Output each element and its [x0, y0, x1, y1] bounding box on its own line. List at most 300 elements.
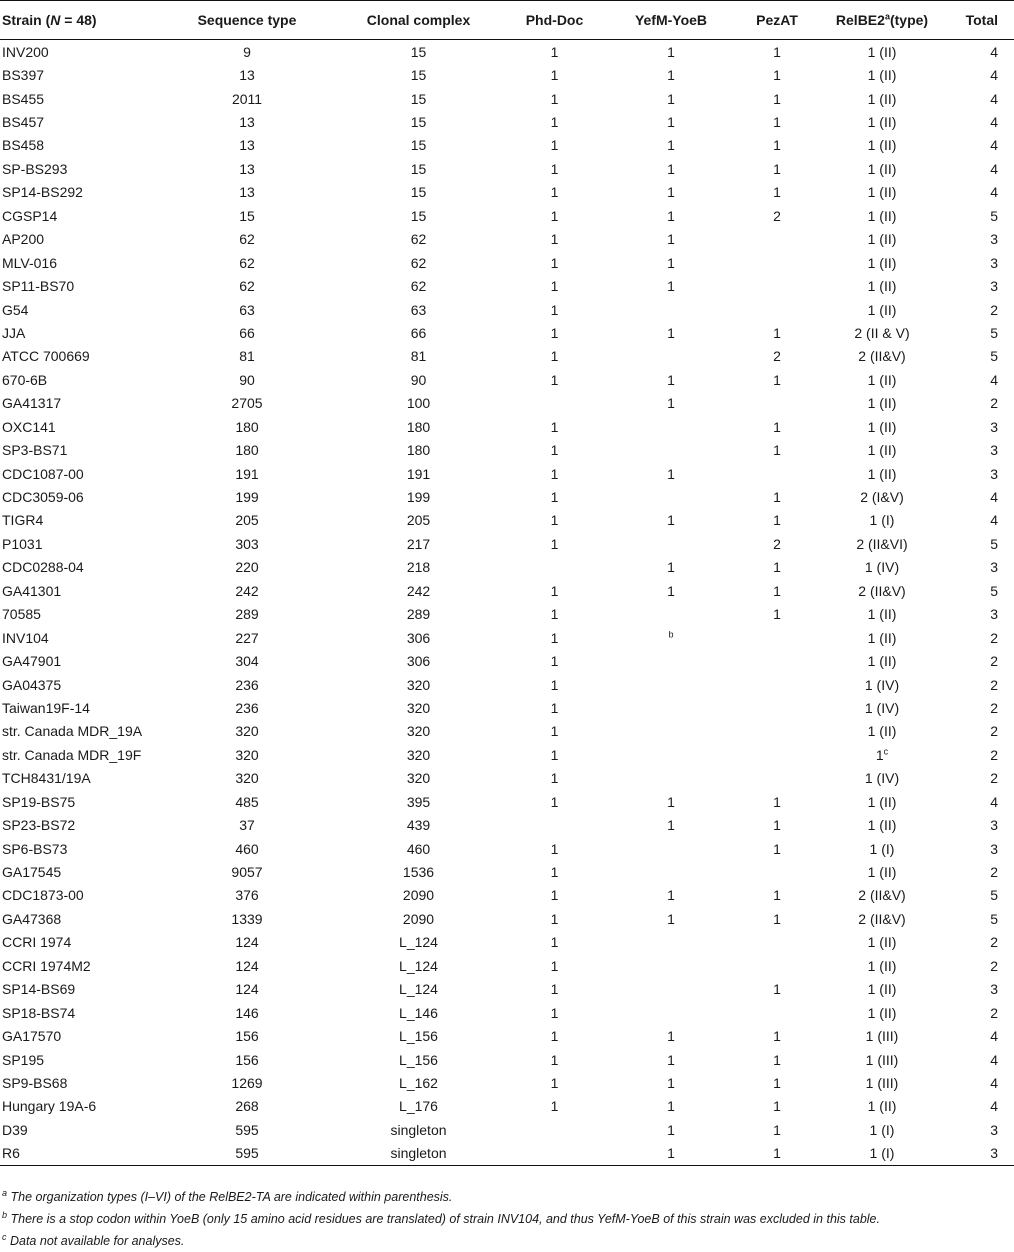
header-relbe2-type: RelBE2$^a$(type): [810, 1, 954, 40]
cell-relbe2-type: 2 (II&V): [858, 582, 906, 599]
cell-sequence-type: 124: [235, 981, 259, 998]
footnote: $^b$ There is a stop codon within YoeB (only 15 amino acid residues are translated) of strain INV104, and thus YefM-YoeB of this strain was excluded in this table.: [2, 1209, 880, 1226]
cell-sequence-type: 320: [235, 746, 259, 763]
table-row: [0, 1095, 1014, 1118]
cell-phd-doc: 1: [550, 840, 559, 857]
cell-total: 4: [990, 90, 998, 107]
cell-yefm-yoeb: [598, 345, 744, 368]
cell-phd-doc: 1: [550, 489, 559, 506]
cell-clonal-complex: 218: [406, 559, 431, 576]
cell-sequence-type: 124: [235, 934, 259, 951]
table-row: [0, 556, 1014, 579]
cell-sequence-type: 2705: [231, 395, 263, 412]
cell-relbe2-type: 1 (IV): [864, 770, 900, 787]
table-row: [0, 40, 1014, 64]
cell-sequence-type: 63: [239, 301, 255, 318]
cell-phd-doc: 1: [550, 1098, 559, 1115]
cell-sequence-type: 81: [239, 348, 255, 365]
cell-phd-doc: [511, 392, 598, 415]
cell-phd-doc: [511, 813, 598, 836]
cell-total: 2: [990, 934, 998, 951]
cell-strain: CCRI 1974: [2, 934, 72, 951]
cell-relbe2-type: 2 (II&V): [858, 348, 906, 365]
cell-phd-doc: 1: [550, 676, 559, 693]
cell-total: 2: [990, 770, 998, 787]
cell-clonal-complex: 395: [406, 793, 431, 810]
cell-pezat: [744, 251, 810, 274]
cell-phd-doc: 1: [550, 887, 559, 904]
cell-sequence-type: 13: [239, 67, 255, 84]
cell-yefm-yoeb: 1: [667, 231, 675, 248]
cell-phd-doc: 1: [550, 746, 559, 763]
cell-total: 3: [990, 817, 998, 834]
cell-relbe2-type: 1 (II): [867, 817, 897, 834]
cell-sequence-type: 320: [235, 723, 259, 740]
cell-strain: SP9-BS68: [2, 1074, 68, 1091]
cell-clonal-complex: 320: [406, 676, 431, 693]
cell-pezat: [744, 626, 810, 649]
cell-pezat: 1: [773, 114, 781, 131]
cell-strain: GA47368: [2, 910, 62, 927]
cell-relbe2-type: 1 (II): [867, 254, 897, 271]
cell-total: 2: [990, 301, 998, 318]
cell-pezat: 1: [773, 559, 781, 576]
cell-total: 4: [990, 489, 998, 506]
cell-strain: SP11-BS70: [2, 278, 75, 295]
table-row: [0, 274, 1014, 297]
cell-strain: SP19-BS75: [2, 793, 76, 810]
cell-yefm-yoeb: 1: [667, 559, 675, 576]
table-row: [0, 1118, 1014, 1141]
cell-phd-doc: 1: [550, 418, 559, 435]
table-row: [0, 298, 1014, 321]
table-row: [0, 87, 1014, 110]
cell-strain: CDC1873-00: [2, 887, 84, 904]
cell-yefm-yoeb: [598, 767, 744, 790]
cell-total: 2: [990, 629, 998, 646]
cell-pezat: 1: [773, 981, 781, 998]
table-row: [0, 907, 1014, 930]
table-body: [0, 40, 1014, 1166]
cell-pezat: 1: [773, 1121, 781, 1138]
cell-sequence-type: 62: [239, 278, 255, 295]
cell-phd-doc: 1: [550, 629, 559, 646]
cell-relbe2-type: 1 (II): [867, 231, 897, 248]
cell-strain: P1031: [2, 535, 43, 552]
cell-pezat: [744, 673, 810, 696]
table-row: [0, 931, 1014, 954]
cell-phd-doc: 1: [550, 301, 559, 318]
cell-pezat: 1: [773, 442, 781, 459]
cell-phd-doc: 1: [550, 254, 559, 271]
cell-clonal-complex: 1536: [402, 864, 435, 881]
cell-yefm-yoeb: [598, 415, 744, 438]
table-row: [0, 743, 1014, 766]
cell-strain: OXC141: [2, 418, 56, 435]
cell-yefm-yoeb: [598, 673, 744, 696]
cell-relbe2-type: 1 (II): [867, 981, 897, 998]
cell-relbe2-type: 1$^c$: [875, 746, 889, 763]
cell-sequence-type: 156: [235, 1028, 259, 1045]
cell-sequence-type: 227: [235, 629, 259, 646]
cell-phd-doc: [511, 556, 598, 579]
table-row: [0, 1071, 1014, 1094]
cell-relbe2-type: 1 (IV): [864, 676, 900, 693]
cell-total: 4: [990, 793, 998, 810]
cell-strain: Hungary 19A-6: [2, 1098, 97, 1115]
cell-sequence-type: 9057: [231, 864, 263, 881]
table-row: [0, 696, 1014, 719]
cell-clonal-complex: 199: [406, 489, 431, 506]
cell-yefm-yoeb: 1: [667, 254, 675, 271]
cell-sequence-type: 595: [168, 1142, 326, 1166]
cell-strain: TCH8431/19A: [2, 770, 91, 787]
cell-relbe2-type: 1 (III): [865, 1028, 899, 1045]
cell-yefm-yoeb: [598, 720, 744, 743]
cell-total: 4: [990, 1051, 998, 1068]
cell-total: 3: [990, 559, 998, 576]
cell-yefm-yoeb: [598, 931, 744, 954]
cell-clonal-complex: 100: [406, 395, 431, 412]
cell-strain: GA17570: [2, 1028, 62, 1045]
cell-yefm-yoeb: 1: [667, 793, 675, 810]
cell-phd-doc: 1: [550, 1074, 559, 1091]
table-row: [0, 1142, 1014, 1166]
footnote: $^a$ The organization types (I–VI) of the RelBE2-TA are indicated within parenthesis.: [2, 1187, 453, 1204]
cell-yefm-yoeb: 1: [598, 1142, 744, 1166]
cell-total: 3: [990, 254, 998, 271]
cell-pezat: [744, 860, 810, 883]
table-row: [0, 767, 1014, 790]
cell-clonal-complex: 320: [406, 723, 431, 740]
cell-pezat: 1: [773, 90, 781, 107]
cell-relbe2-type: 1 (II): [867, 160, 897, 177]
cell-phd-doc: 1: [550, 793, 559, 810]
cell-yefm-yoeb: [598, 626, 744, 649]
table-row: [0, 720, 1014, 743]
cell-yefm-yoeb: [598, 485, 744, 508]
cell-total: 3: [990, 981, 998, 998]
cell-total: 4: [990, 1074, 998, 1091]
cell-phd-doc: 1: [550, 207, 559, 224]
cell-total: 2: [990, 746, 998, 763]
cell-yefm-yoeb: 1: [667, 43, 675, 60]
cell-clonal-complex: 320: [406, 746, 431, 763]
cell-phd-doc: 1: [550, 653, 559, 670]
cell-pezat: [744, 954, 810, 977]
cell-relbe2-type: 1 (II): [867, 207, 897, 224]
cell-pezat: 2: [773, 207, 781, 224]
footnote-marker: c: [883, 746, 889, 757]
cell-pezat: 1: [773, 137, 781, 154]
cell-pezat: 1: [744, 1142, 810, 1166]
cell-sequence-type: 124: [235, 957, 259, 974]
cell-sequence-type: 15: [239, 207, 255, 224]
cell-yefm-yoeb: [598, 649, 744, 672]
cell-relbe2-type: 1 (II): [867, 90, 897, 107]
cell-clonal-complex: 62: [410, 231, 427, 248]
cell-pezat: 1: [773, 1028, 781, 1045]
cell-sequence-type: 9: [243, 43, 251, 60]
cell-strain: CCRI 1974M2: [2, 957, 91, 974]
table-row: [0, 415, 1014, 438]
cell-yefm-yoeb: 1: [667, 67, 675, 84]
cell-total: 2: [990, 395, 998, 412]
cell-total: 4: [990, 114, 998, 131]
cell-phd-doc: 1: [550, 371, 559, 388]
cell-strain: GA04375: [2, 676, 62, 693]
cell-relbe2-type: 1 (I): [810, 1142, 954, 1166]
cell-phd-doc: 1: [550, 535, 559, 552]
cell-yefm-yoeb: 1: [667, 1098, 675, 1115]
cell-strain: TIGR4: [2, 512, 44, 529]
cell-yefm-yoeb: 1: [667, 1121, 675, 1138]
cell-pezat: [744, 228, 810, 251]
cell-sequence-type: 62: [239, 254, 255, 271]
cell-relbe2-type: 1 (II): [867, 43, 897, 60]
cell-phd-doc: 1: [550, 582, 559, 599]
header-yefm-yoeb: YefM-YoeB: [598, 1, 744, 40]
cell-sequence-type: 320: [235, 770, 259, 787]
table-row: [0, 954, 1014, 977]
cell-total: 3: [990, 418, 998, 435]
cell-strain: GA47901: [2, 653, 62, 670]
table-row: [0, 157, 1014, 180]
cell-clonal-complex: 180: [406, 442, 431, 459]
cell-total: 5: [990, 348, 998, 365]
cell-sequence-type: 220: [235, 559, 259, 576]
cell-clonal-complex: 320: [406, 770, 431, 787]
cell-total: 4: [990, 137, 998, 154]
cell-total: 2: [990, 653, 998, 670]
cell-phd-doc: 1: [550, 957, 559, 974]
cell-total: 4: [990, 160, 998, 177]
cell-yefm-yoeb: 1: [667, 910, 675, 927]
cell-relbe2-type: 1 (II): [867, 1004, 897, 1021]
cell-clonal-complex: L_156: [399, 1028, 438, 1045]
cell-pezat: [744, 649, 810, 672]
cell-yefm-yoeb: 1: [667, 817, 675, 834]
cell-relbe2-type: 1 (II): [867, 957, 897, 974]
table-row: [0, 485, 1014, 508]
cell-phd-doc: 1: [550, 43, 559, 60]
cell-yefm-yoeb: 1: [667, 278, 675, 295]
cell-clonal-complex: 2090: [402, 887, 435, 904]
cell-phd-doc: 1: [550, 278, 559, 295]
cell-clonal-complex: 15: [410, 137, 427, 154]
cell-sequence-type: 191: [235, 465, 259, 482]
cell-phd-doc: 1: [550, 606, 559, 623]
cell-total: 2: [990, 676, 998, 693]
cell-relbe2-type: 1 (II): [867, 278, 897, 295]
cell-strain: MLV-016: [2, 254, 57, 271]
cell-phd-doc: 1: [550, 137, 559, 154]
cell-clonal-complex: 81: [410, 348, 427, 365]
cell-pezat: 1: [773, 582, 781, 599]
cell-relbe2-type: 1 (II): [867, 723, 897, 740]
table-row: [0, 790, 1014, 813]
cell-relbe2-type: 1 (III): [865, 1074, 899, 1091]
table-row: [0, 228, 1014, 251]
cell-sequence-type: 13: [239, 160, 255, 177]
cell-relbe2-type: 1 (I): [869, 1121, 895, 1138]
table-row: [0, 110, 1014, 133]
cell-clonal-complex: 242: [406, 582, 431, 599]
cell-yefm-yoeb: 1: [667, 465, 675, 482]
cell-clonal-complex: 63: [410, 301, 427, 318]
cell-clonal-complex: 289: [406, 606, 431, 623]
cell-pezat: 1: [773, 840, 781, 857]
cell-pezat: 1: [773, 184, 781, 201]
cell-strain: SP195: [2, 1051, 45, 1068]
table-row: [0, 63, 1014, 86]
cell-pezat: [744, 1001, 810, 1024]
cell-phd-doc: 1: [550, 442, 559, 459]
header-phd-doc: Phd-Doc: [511, 1, 598, 40]
cell-phd-doc: 1: [550, 160, 559, 177]
cell-pezat: [744, 392, 810, 415]
cell-total: 5: [990, 207, 998, 224]
cell-relbe2-type: 1 (II): [867, 442, 897, 459]
cell-relbe2-type: 1 (II): [867, 184, 897, 201]
cell-yefm-yoeb: 1: [667, 1051, 675, 1068]
cell-total: 3: [990, 231, 998, 248]
cell-pezat: 1: [773, 324, 781, 341]
cell-relbe2-type: 2 (II & V): [854, 324, 910, 341]
cell-yefm-yoeb: [598, 298, 744, 321]
footnote-marker: b: [668, 629, 674, 639]
table-row: [0, 1048, 1014, 1071]
cell-pezat: [744, 696, 810, 719]
cell-total: 4: [990, 512, 998, 529]
cell-strain: CDC1087-00: [2, 465, 84, 482]
cell-strain: SP6-BS73: [2, 840, 68, 857]
cell-yefm-yoeb: 1: [667, 207, 675, 224]
header-pezat: PezAT: [744, 1, 810, 40]
cell-clonal-complex: 90: [410, 371, 427, 388]
cell-strain: BS455: [2, 90, 45, 107]
cell-total: 3: [990, 840, 998, 857]
header-total: Total: [954, 1, 1014, 40]
cell-sequence-type: 146: [235, 1004, 259, 1021]
table-row: [0, 579, 1014, 602]
cell-relbe2-type: 1 (II): [867, 67, 897, 84]
cell-strain: SP14-BS69: [2, 981, 76, 998]
cell-yefm-yoeb: 1: [667, 582, 675, 599]
cell-clonal-complex: 15: [410, 160, 427, 177]
cell-total: 5: [990, 582, 998, 599]
cell-phd-doc: 1: [550, 910, 559, 927]
table-row: [0, 392, 1014, 415]
cell-phd-doc: 1: [550, 90, 559, 107]
cell-strain: AP200: [2, 231, 45, 248]
cell-pezat: 2: [773, 348, 781, 365]
cell-yefm-yoeb: [598, 603, 744, 626]
cell-yefm-yoeb: 1: [667, 512, 675, 529]
cell-yefm-yoeb: [598, 438, 744, 461]
cell-relbe2-type: 1 (I): [869, 512, 895, 529]
cell-total: 2: [990, 699, 998, 716]
table-row: [0, 532, 1014, 555]
cell-sequence-type: 289: [235, 606, 259, 623]
cell-strain: 70585: [2, 606, 41, 623]
cell-relbe2-type: 1 (II): [867, 793, 897, 810]
cell-total: 3: [990, 465, 998, 482]
cell-phd-doc: 1: [550, 981, 559, 998]
cell-total: 4: [990, 371, 998, 388]
cell-phd-doc: 1: [550, 512, 559, 529]
cell-strain: str. Canada MDR_19A: [2, 723, 143, 740]
cell-clonal-complex: 306: [406, 653, 431, 670]
cell-strain: INV104: [2, 629, 49, 646]
cell-yefm-yoeb: [598, 532, 744, 555]
cell-clonal-complex: L_146: [399, 1004, 438, 1021]
cell-phd-doc: 1: [550, 184, 559, 201]
cell-relbe2-type: 1 (II): [867, 465, 897, 482]
cell-total: 4: [990, 67, 998, 84]
cell-relbe2-type: 2 (I&V): [860, 489, 904, 506]
cell-clonal-complex: 15: [410, 114, 427, 131]
cell-clonal-complex: 15: [410, 90, 427, 107]
cell-yefm-yoeb: 1: [667, 371, 675, 388]
cell-sequence-type: 13: [239, 184, 255, 201]
cell-yefm-yoeb: 1: [667, 137, 675, 154]
cell-phd-doc: 1: [550, 348, 559, 365]
cell-strain: CGSP14: [2, 207, 58, 224]
cell-sequence-type: 37: [239, 817, 255, 834]
cell-strain: G54: [2, 301, 29, 318]
cell-total: 2: [990, 1004, 998, 1021]
cell-relbe2-type: 2 (II&V): [858, 910, 906, 927]
cell-sequence-type: 460: [235, 840, 259, 857]
cell-sequence-type: 485: [235, 793, 259, 810]
cell-relbe2-type: 2 (II&VI): [856, 535, 908, 552]
cell-sequence-type: 595: [235, 1121, 259, 1138]
cell-sequence-type: 236: [235, 676, 259, 693]
cell-pezat: 2: [773, 535, 781, 552]
cell-total: 5: [990, 910, 998, 927]
cell-sequence-type: 13: [239, 137, 255, 154]
cell-sequence-type: 180: [235, 442, 259, 459]
cell-pezat: [744, 767, 810, 790]
cell-relbe2-type: 1 (III): [865, 1051, 899, 1068]
cell-pezat: 1: [773, 1074, 781, 1091]
cell-clonal-complex: 15: [410, 43, 427, 60]
table-row: [0, 603, 1014, 626]
cell-clonal-complex: 15: [410, 67, 427, 84]
table-row: [0, 509, 1014, 532]
cell-strain: BS457: [2, 114, 45, 131]
table-row: [0, 1024, 1014, 1047]
cell-clonal-complex: 2090: [402, 910, 435, 927]
cell-clonal-complex: 191: [406, 465, 431, 482]
cell-strain: CDC0288-04: [2, 559, 84, 576]
cell-phd-doc: 1: [550, 770, 559, 787]
cell-strain: JJA: [2, 324, 26, 341]
cell-pezat: [744, 931, 810, 954]
cell-pezat: 1: [773, 418, 781, 435]
cell-pezat: 1: [773, 793, 781, 810]
cell-relbe2-type: 1 (IV): [864, 559, 900, 576]
cell-relbe2-type: 1 (II): [867, 606, 897, 623]
cell-yefm-yoeb: [598, 954, 744, 977]
table-row: [0, 626, 1014, 649]
cell-total: 4: [990, 43, 998, 60]
header-clonal-complex: Clonal complex: [326, 1, 511, 40]
cell-pezat: [744, 298, 810, 321]
cell-strain: SP23-BS72: [2, 817, 76, 834]
table-row: [0, 837, 1014, 860]
